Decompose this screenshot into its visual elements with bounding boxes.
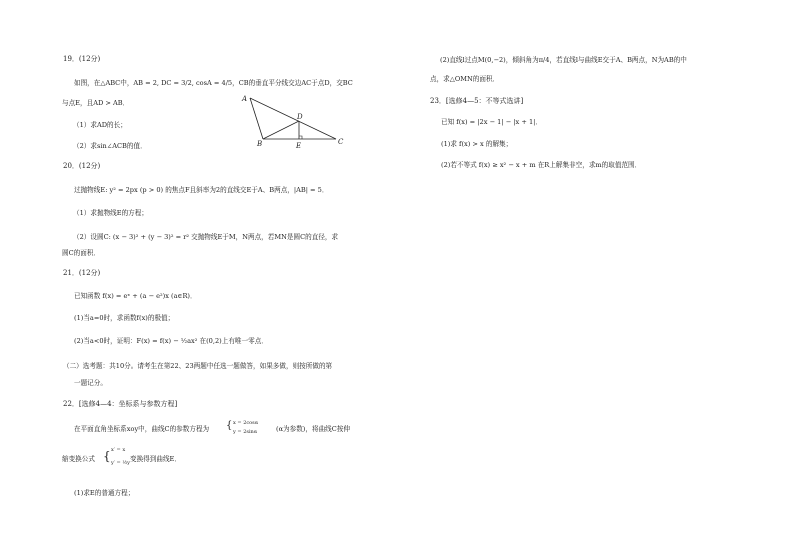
q23-stem: 已知 f(x) = |2x − 1| − |x + 1|． [441,118,542,126]
q20-header: 20．(12分) [63,162,101,170]
label-d: D [297,113,303,121]
label-c: C [338,138,344,146]
edge-ac [250,98,336,139]
q22-stem-line1a: 在平面直角坐标系xoy中，曲线C的参数方程为 [74,425,210,433]
q20-part2-line1: （2）设圆C: (x − 3)² + (y − 3)² = r² 交抛物线E于M，N两点，若MN是圆C的直径，求 [73,233,339,241]
q22-stem-line2b: 变换得到曲线E． [130,455,181,463]
right-angle-mark [299,136,302,139]
param-eq-y: y = 2sinα [233,429,258,435]
q22-header: 22．[选修4—4：坐标系与参数方程] [63,400,178,408]
q22-part1: (1)求E的普通方程； [74,489,135,497]
q21-part2: (2)当a<0时，证明：F(x) = f(x) − ½ax² 在(0,2)上有唯一零点． [74,337,268,345]
label-b: B [257,140,263,148]
segment-bd [263,121,299,139]
q23-part1: (1)求 f(x) > x 的解集； [441,140,513,148]
q20-part1: （1）求抛物线E的方程； [73,209,148,217]
q22-stem-line1b: (α为参数)，将曲线C按伸 [276,425,350,433]
q19-header: 19．(12分) [63,55,101,63]
label-e: E [296,142,302,149]
q19-stem-line2: 与点E，且AD > AB． [62,99,130,107]
q23-header: 23．[选修4—5：不等式选讲] [430,97,524,105]
elective-line1: （二）选考题：共10分。请考生在第22、23两题中任选一题做答，如果多做，则按所做的第 [63,362,333,370]
q20-stem: 过抛物线E: y² = 2px (p > 0) 的焦点F且斜率为2的直线交E于A、B两点，|AB| = 5． [74,186,329,194]
q21-stem: 已知函数 f(x) = eˣ + (a − e²)x (a∈R)． [74,292,197,300]
q22-part2-line1: (2)直线l过点M(0,−2)，倾斜角为π/4，若直线l与曲线E交于A、B两点，N为AB的中 [440,56,687,64]
q22-part2-line2: 点，求△OMN的面积． [430,75,500,83]
param-eq-x: x = 2cosα [233,420,259,426]
transform-eq-x: x′ = x [111,447,126,453]
label-a: A [242,95,248,103]
transform-brace: { [103,449,111,463]
triangle-figure [236,93,348,149]
transform-eq-y: y′ = ½y [111,460,130,466]
edge-ab [250,98,263,139]
q19-part1: （1）求AD的长； [73,121,127,129]
elective-line2: 一题记分。 [74,379,107,387]
param-brace: { [226,420,233,431]
q21-header: 21．(12分) [63,269,101,277]
q19-stem-line1: 如图，在△ABC中，AB = 2, DC = 3/2, cosA = 4/5，CB的垂直平分线交边AC于点D，交BC [74,79,353,87]
q20-part2-line2: 圆C的面积． [62,249,101,257]
q22-stem-line2a: 缩变换公式 [62,455,95,463]
q21-part1: (1)当a=0时，求函数f(x)的极值； [74,314,175,322]
q19-part2: （2）求sin∠ACB的值． [73,142,147,150]
q23-part2: (2)若不等式 f(x) ≥ x² − x + m 在R上解集非空，求m的取值范围． [441,161,642,169]
